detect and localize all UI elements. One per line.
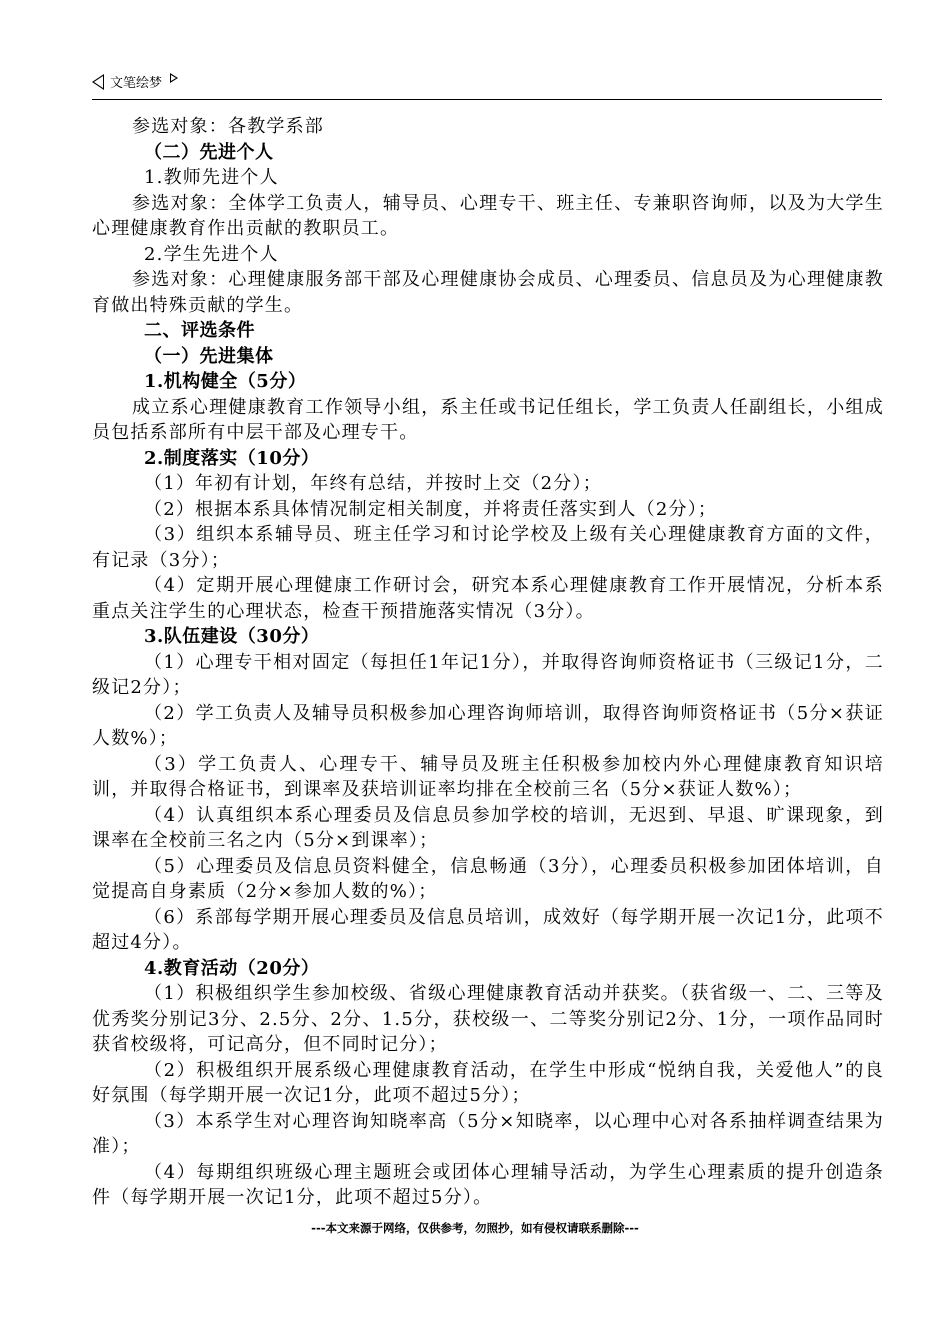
heading-advanced-collective: （一）先进集体 <box>144 345 274 367</box>
item-system-3: （3）组织本系辅导员、班主任学习和讨论学校及上级有关心理健康教育方面的文件，有记录（3分）； <box>92 524 884 571</box>
heading-advanced-individual: （二）先进个人 <box>144 141 274 163</box>
header-brand: 文笔绘梦 <box>110 76 163 91</box>
para-student-target: 参选对象：心理健康服务部干部及心理健康协会成员、心理委员、信息员及为心理健康教育做出特殊贡献的学生。 <box>92 269 884 316</box>
item-team-1: （1）心理专干相对固定（每担任1年记1分），并取得咨询师资格证书（三级记1分，二级记2分）； <box>92 651 884 698</box>
item-team-4: （4）认真组织本系心理委员及信息员参加学校的培训，无迟到、早退、旷课现象，到课率在全校前三名之内（5分×到课率）； <box>92 804 884 851</box>
page-header <box>92 68 882 100</box>
item-system-2: （2）根据本系具体情况制定相关制度，并将责任落实到人（2分）； <box>144 498 718 520</box>
triangle-right-icon <box>170 73 178 83</box>
para-organization: 成立系心理健康教育工作领导小组，系主任或书记任组长，学工负责人任副组长，小组成员包括系部所有中层干部及心理专干。 <box>92 396 884 443</box>
header-brand-group <box>92 72 178 91</box>
item-system-4: （4）定期开展心理健康工作研讨会，研究本系心理健康教育工作开展情况，分析本系重点关注学生的心理状态，检查干预措施落实情况（3分）。 <box>92 575 884 622</box>
item-activities-1: （1）积极组织学生参加校级、省级心理健康教育活动并获奖。（获省级一、二、三等及优秀奖分别记3分、2.5分、2分、1.5分，获校级一、二等奖分别记2分、1分，一项作品同时获省校级将，可记高分，但不同时记分）； <box>92 983 884 1055</box>
item-activities-2: （2）积极组织开展系级心理健康教育活动，在学生中形成“悦纳自我，关爱他人”的良好氛围（每学期开展一次记1分，此项不超过5分）； <box>92 1059 884 1106</box>
heading-student-individual: 2.学生先进个人 <box>144 243 279 265</box>
triangle-left-icon <box>92 74 104 90</box>
item-team-6: （6）系部每学期开展心理委员及信息员培训，成效好（每学期开展一次记1分，此项不超过4分）。 <box>92 906 884 953</box>
item-team-3: （3）学工负责人、心理专干、辅导员及班主任积极参加校内外心理健康教育知识培训，并取得合格证书，到课率及获培训证率均排在全校前三名（5分×获证人数%）； <box>92 753 884 800</box>
heading-team: 3.队伍建设（30分） <box>144 626 320 647</box>
item-team-2: （2）学工负责人及辅导员积极参加心理咨询师培训，取得咨询师资格证书（5分×获证人数%）； <box>92 702 884 749</box>
heading-selection-criteria: 二、评选条件 <box>144 320 255 341</box>
para-teacher-target: 参选对象：全体学工负责人，辅导员、心理专干、班主任、专兼职咨询师，以及为大学生心理健康教育作出贡献的教职员工。 <box>92 192 884 239</box>
heading-organization: 1.机构健全（5分） <box>144 371 307 392</box>
heading-teacher-individual: 1.教师先进个人 <box>144 167 279 188</box>
header-divider <box>92 99 882 100</box>
heading-activities: 4.教育活动（20分） <box>144 957 320 979</box>
item-system-1: （1）年初有计划，年终有总结，并按时上交（2分）； <box>144 473 602 494</box>
item-team-5: （5）心理委员及信息员资料健全，信息畅通（3分），心理委员积极参加团体培训，自觉提高自身素质（2分×参加人数的%）； <box>92 855 884 902</box>
heading-system: 2.制度落实（10分） <box>144 447 320 469</box>
item-activities-4: （4）每期组织班级心理主题班会或团体心理辅导活动，为学生心理素质的提升创造条件（每学期开展一次记1分，此项不超过5分）。 <box>92 1161 884 1208</box>
para-target-dept: 参选对象：各教学系部 <box>132 116 324 137</box>
document-body <box>92 114 884 1211</box>
item-activities-3: （3）本系学生对心理咨询知晓率高（5分×知晓率，以心理中心对各系抽样调查结果为准）； <box>92 1110 884 1157</box>
page-footer-disclaimer: ---本文来源于网络，仅供参考，勿照抄，如有侵权请联系删除--- <box>311 1221 639 1235</box>
